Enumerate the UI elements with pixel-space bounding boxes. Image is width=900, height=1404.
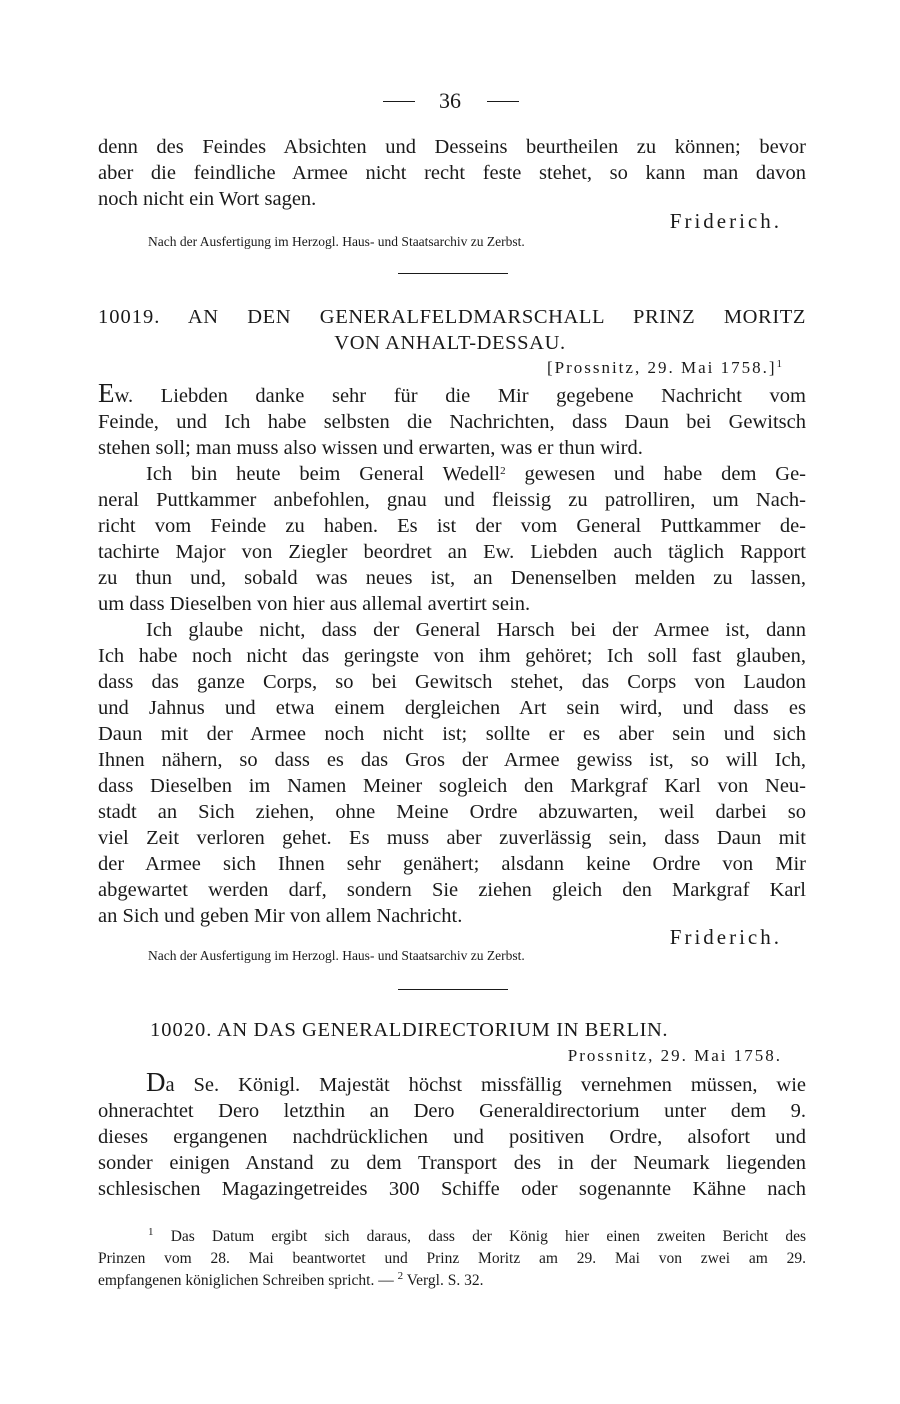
text-line: der Armee sich Ihnen sehr genähert; alsdann keine Ordre von Mir xyxy=(98,853,806,875)
signature: Friderich. xyxy=(669,209,782,233)
text-line: und Jahnus und etwa einem dergleichen Art sein wird, und dass es xyxy=(98,697,806,719)
text-line: viel Zeit verloren gehet. Es muss aber zuverlässig sein, dass Daun mit xyxy=(98,827,806,849)
text-line: ohnerachtet Dero letzthin an Dero Generaldirectorium unter dem 9. xyxy=(98,1100,806,1122)
text-line: Ich bin heute beim General Wedell$^2$ gewesen und habe dem Ge- xyxy=(146,463,806,485)
signature: Friderich. xyxy=(669,925,782,949)
footnote-line: $^1$ Das Datum ergibt sich daraus, dass der König hier einen zweiten Bericht des xyxy=(148,1226,807,1245)
text-line: stadt an Sich ziehen, ohne Meine Ordre abzuwarten, weil darbei so xyxy=(98,801,806,823)
letter-heading-text: AN DAS GENERALDIRECTORIUM IN BERLIN. xyxy=(216,1019,669,1041)
text-line: um dass Dieselben von hier aus allemal avertirt sein. xyxy=(98,593,531,615)
footnote-line: Prinzen vom 28. Mai beantwortet und Prinz Moritz am 29. Mai von zwei am 29. xyxy=(98,1250,806,1267)
source-note: Nach der Ausfertigung im Herzogl. Haus- und Staatsarchiv zu Zerbst. xyxy=(148,948,525,963)
footnote-line: empfangenen königlichen Schreiben spricht. — $^2$ Vergl. S. 32. xyxy=(98,1270,484,1289)
text-line: dass das ganze Corps, so bei Gewitsch stehet, das Corps von Laudon xyxy=(98,671,806,693)
initial-letter: E xyxy=(98,378,115,408)
text-line: Da Se. Königl. Majestät höchst missfällig vernehmen müssen, wie xyxy=(146,1067,806,1097)
letter-number: 10019. xyxy=(98,306,161,328)
text-line: Feinde, und Ich habe selbsten die Nachrichten, dass Daun bei Gewitsch xyxy=(98,411,806,433)
text-line: aber die feindliche Armee nicht recht feste stehet, so kann man davon xyxy=(98,162,806,184)
text-line: dass Dieselben im Namen Meiner sogleich den Markgraf Karl von Neu- xyxy=(98,775,806,797)
letter-number: 10020. xyxy=(150,1019,213,1041)
footnote-marker: 2 xyxy=(397,1270,404,1282)
initial-letter: D xyxy=(146,1067,166,1097)
letter-heading xyxy=(98,304,806,330)
text-line: Ew. Liebden danke sehr für die Mir gegebene Nachricht vom xyxy=(98,378,806,408)
section-divider xyxy=(398,989,508,990)
text-line: Ich glaube nicht, dass der General Harsch bei der Armee ist, dann xyxy=(146,619,806,641)
text-line: Daun mit der Armee noch nicht ist; sollte er es aber sein und sich xyxy=(98,723,806,745)
source-note: Nach der Ausfertigung im Herzogl. Haus- und Staatsarchiv zu Zerbst. xyxy=(148,234,525,249)
text-line: Ich habe noch nicht das geringste von ihm gehöret; Ich soll fast glauben, xyxy=(98,645,806,667)
text-line: sonder einigen Anstand zu dem Transport des in der Neumark liegenden xyxy=(98,1152,806,1174)
text-line: richt vom Feinde zu haben. Es ist der vom General Puttkammer de- xyxy=(98,515,806,537)
letter-heading-line-2: VON ANHALT-DESSAU. xyxy=(334,332,566,354)
page-number: 36 xyxy=(439,88,461,113)
footnote-marker: 1 xyxy=(776,358,782,370)
text-line: Ihnen nähern, so dass es das Gros der Armee gewiss ist, so will Ich, xyxy=(98,749,806,771)
letter-heading-line-1: AN DEN GENERALFELDMARSCHALL PRINZ MORITZ xyxy=(187,306,806,328)
text-line: an Sich und geben Mir von allem Nachricht. xyxy=(98,905,463,927)
footnote-marker: 1 xyxy=(148,1226,154,1238)
text-line: denn des Feindes Absichten und Desseins beurtheilen zu können; bevor xyxy=(98,136,806,158)
text-line: stehen soll; man muss also wissen und erwarten, was er thun wird. xyxy=(98,437,643,459)
letter-date: [Prossnitz, 29. Mai 1758.]$^1$ xyxy=(546,358,782,377)
text-line: neral Puttkammer anbefohlen, gnau und fleissig zu patrolliren, um Nach- xyxy=(98,489,806,511)
text-line: abgewartet werden darf, sondern Sie ziehen gleich den Markgraf Karl xyxy=(98,879,806,901)
page-number-right-dash xyxy=(487,101,519,102)
text-line: schlesischen Magazingetreides 300 Schiffe oder sogenannte Kähne nach xyxy=(98,1178,806,1200)
text-line: noch nicht ein Wort sagen. xyxy=(98,188,317,210)
text-line: tachirte Major von Ziegler beordret an Ew. Liebden auch täglich Rapport xyxy=(98,541,806,563)
letter-date: Prossnitz, 29. Mai 1758. xyxy=(567,1046,782,1065)
text-line: zu thun und, sobald was neues ist, an Denenselben melden zu lassen, xyxy=(98,567,806,589)
footnote-marker: 2 xyxy=(500,465,506,477)
section-divider xyxy=(398,273,508,274)
text-line: dieses ergangenen nachdrücklichen und positiven Ordre, alsofort und xyxy=(98,1126,806,1148)
letter-heading xyxy=(150,1017,668,1043)
